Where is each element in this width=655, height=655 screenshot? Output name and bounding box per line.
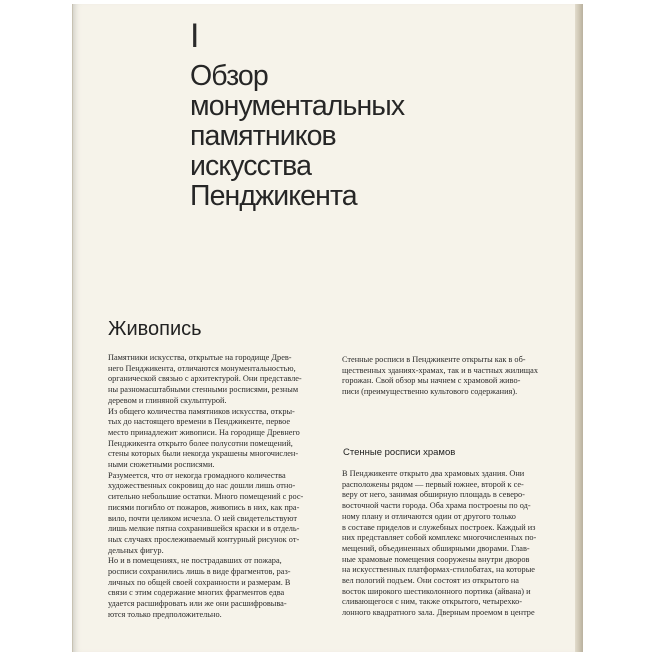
text-line: восток широкого шестиколонного портика (айвана) и [342,586,531,596]
text-line: место принадлежит живописи. На городище Древнего [108,427,300,437]
chapter-title-line: монументальных [190,90,405,122]
text-line: ных случаях прослеживаемый контурный рисунок от- [108,534,300,544]
text-line: Но и в помещениях, не пострадавших от пожара, [108,556,282,566]
text-line: удается расшифровать или же они расшифровыва- [108,599,287,609]
text-line: вел пологий подъем. Они состоят из открытого на [342,576,519,586]
text-line: Из общего количества памятников искусства, откры- [108,406,295,416]
text-line: Памятники искусства, открытые на городище Древ- [108,353,292,362]
text-line: вило, почти целиком исчезла. О ней свидетельствуют [108,513,297,523]
text-line: ные храмовые помещения сооружены внутри дворов [342,554,530,564]
paragraph [108,556,326,620]
text-line: писями погибло от пожаров, живопись в них, как пра- [108,502,300,512]
text-line: восточной части города. Оба храма построены по од- [342,501,531,511]
text-line: веру от него, занимая обширную площадь в северо- [342,490,525,500]
paragraph [342,355,554,398]
text-line: ному плану и отличаются один от другого только [342,511,516,521]
text-line: деревом и глиняной скульптурой. [108,395,227,405]
chapter-title-line: Пенджикента [190,180,357,212]
text-line: на искусственных платформах-стилобатах, на которые [342,565,535,575]
text-line: личных по общей своей сохранности и размерам. В [108,577,291,587]
text-line: сливающегося с ним, также открытого, четырехко- [342,597,523,607]
text-line: в составе приделов и служебных построек. Каждый из [342,522,536,532]
text-line: щественных зданиях-храмах, так и в частных жилищах [342,365,539,375]
paragraph [108,471,326,557]
text-line: стены которых были некогда украшены многочислен- [108,449,299,459]
paragraph [342,469,556,619]
text-line: ются только предположительно. [108,609,222,619]
text-line: росписи сохранились лишь в виде фрагментов, раз- [108,567,291,577]
text-line: него Пенджикента, отличаются монументальностью, [108,363,296,373]
section-title: Живопись [108,318,202,340]
chapter-title-line: памятников [190,120,336,152]
text-line: горожан. Свой обзор мы начнем с храмовой живо- [342,376,521,386]
right-column-intro [342,355,554,398]
text-line: ны разномасштабными стенными росписями, резным [108,385,299,395]
subsection-title: Стенные росписи храмов [343,447,456,458]
text-line: них представляет собой комплекс многочисленных по- [342,533,537,543]
chapter-title [190,61,404,211]
page-edge [575,4,583,652]
text-line: сительно небольшие остатки. Много помещений с рос- [108,492,304,502]
text-line: органической связью с архитектурой. Они представле- [108,374,302,384]
text-line: В Пенджикенте открыто два храмовых здания. Они [342,469,525,478]
text-line: тых до настоящего времени в Пенджикенте, первое [108,417,291,427]
text-line: мещений, объединенных обширными дворами. Глав- [342,543,530,553]
text-line: Разумеется, что от некогда громадного количества [108,470,286,480]
text-line: расположены рядом — первый южнее, второй к се- [342,479,524,489]
right-column-body [342,469,556,619]
text-line: связи с этим содержание многих фрагментов едва [108,588,285,598]
text-line: художественных сокровищ до нас дошли лишь отно- [108,481,296,491]
left-column [108,353,326,621]
text-line: Пенджикента открыто более полусотни помещений, [108,438,293,448]
chapter-title-line: Обзор [190,60,268,92]
paragraph [108,407,326,471]
chapter-number: I [190,17,200,55]
text-line: лонного квадратного зала. Дверным проемом в центре [342,608,535,618]
text-line: лишь мелкие пятна сохранившейся краски и в отдель- [108,524,300,534]
paragraph [108,353,326,407]
text-line: ными сюжетными росписями. [108,460,215,470]
chapter-title-line: искусства [190,150,312,182]
text-line: писи (преимущественно культового содержания). [342,387,518,397]
text-line: дельных фигур. [108,545,164,555]
text-line: Стенные росписи в Пенджикенте открыты как в об- [342,355,526,364]
